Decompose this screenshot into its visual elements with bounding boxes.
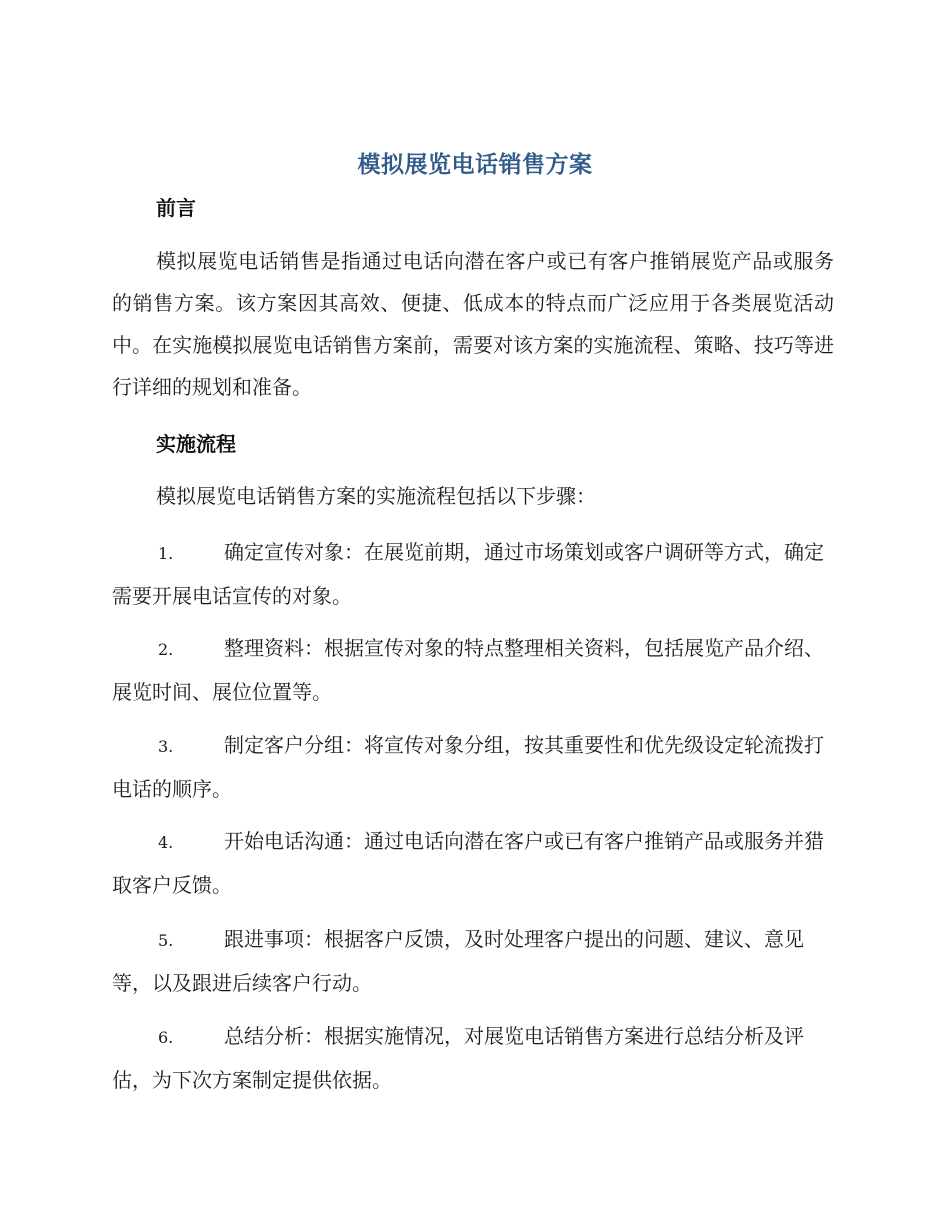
list-item-number: 2. <box>158 640 174 659</box>
list-item-number: 3. <box>158 737 174 756</box>
list-item-number: 6. <box>158 1028 174 1047</box>
list-item-text: 确定宣传对象：在展览前期，通过市场策划或客户调研等方式，确定需要开展电话宣传的对象。 <box>112 540 824 608</box>
list-item <box>112 531 834 617</box>
preface-paragraph: 模拟展览电话销售是指通过电话向潜在客户或已有客户推销展览产品或服务的销售方案。该方案因其高效、便捷、低成本的特点而广泛应用于各类展览活动中。在实施模拟展览电话销售方案前，需要对该方案的实施流程、策略、技巧等进行详细的规划和准备。 <box>112 249 834 399</box>
document-title: 模拟展览电话销售方案 <box>357 152 593 178</box>
list-item <box>112 724 834 810</box>
section-heading-process: 实施流程 <box>156 432 236 456</box>
section-heading-preface: 前言 <box>156 196 196 220</box>
list-item <box>112 627 834 713</box>
list-item <box>112 820 834 906</box>
list-item <box>112 1015 834 1101</box>
process-intro: 模拟展览电话销售方案的实施流程包括以下步骤： <box>156 484 596 508</box>
list-item-text: 总结分析：根据实施情况，对展览电话销售方案进行总结分析及评估，为下次方案制定提供依据。 <box>112 1024 804 1092</box>
list-item-text: 开始电话沟通：通过电话向潜在客户或已有客户推销产品或服务并猎取客户反馈。 <box>112 829 824 897</box>
list-item <box>112 918 834 1004</box>
list-item-number: 1. <box>158 544 174 563</box>
list-item-number: 4. <box>158 833 174 852</box>
list-item-text: 整理资料：根据宣传对象的特点整理相关资料，包括展览产品介绍、展览时间、展位位置等。 <box>112 636 824 704</box>
list-item-text: 制定客户分组：将宣传对象分组，按其重要性和优先级设定轮流拨打电话的顺序。 <box>112 733 824 801</box>
list-item-number: 5. <box>158 931 174 950</box>
list-item-text: 跟进事项：根据客户反馈，及时处理客户提出的问题、建议、意见等，以及跟进后续客户行动。 <box>112 927 804 995</box>
